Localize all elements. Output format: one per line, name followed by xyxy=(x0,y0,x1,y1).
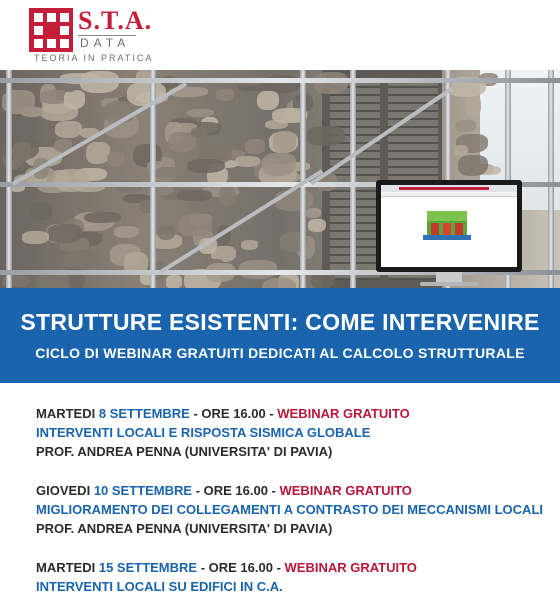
stone xyxy=(55,121,82,138)
model-block xyxy=(427,211,467,221)
stone xyxy=(30,202,52,220)
webinar-label[interactable]: WEBINAR GRATUITO xyxy=(277,406,410,421)
logo-tagline: TEORIA IN PRATICA xyxy=(34,53,154,63)
stone xyxy=(114,226,139,238)
webinar-title[interactable]: MIGLIORAMENTO DEI COLLEGAMENTI A CONTRASTO DEI MECCANISMI LOCALI xyxy=(36,502,543,517)
webinar-item[interactable] xyxy=(36,481,556,538)
logo-brand-sub: DATA xyxy=(80,36,131,50)
stone xyxy=(262,278,296,288)
logo-cell xyxy=(60,26,69,35)
title-banner xyxy=(0,288,560,383)
stone xyxy=(466,95,481,118)
webinar-date: 15 SETTEMBRE xyxy=(98,560,198,575)
model-block xyxy=(423,235,471,240)
monitor-stand xyxy=(436,272,462,282)
stone xyxy=(306,208,322,218)
webinar-day: GIOVEDI xyxy=(36,483,91,498)
webinar-day: MARTEDI xyxy=(36,560,96,575)
sta-logo-icon xyxy=(29,8,73,52)
stone xyxy=(191,127,208,138)
webinar-day: MARTEDI xyxy=(36,406,96,421)
logo-cell xyxy=(60,39,69,48)
stone xyxy=(262,153,296,176)
stone xyxy=(273,131,296,153)
monitor-screen xyxy=(381,185,517,267)
stone xyxy=(127,82,166,106)
stone xyxy=(47,224,82,243)
webinar-title[interactable]: INTERVENTI LOCALI E RISPOSTA SISMICA GLOBALE xyxy=(36,425,371,440)
stone xyxy=(178,214,212,235)
stone xyxy=(455,120,475,132)
stone xyxy=(257,91,279,110)
webinar-label[interactable]: WEBINAR GRATUITO xyxy=(284,560,417,575)
webinar-item[interactable] xyxy=(36,558,556,596)
stone xyxy=(235,156,261,167)
stone xyxy=(308,219,326,232)
webinar-schedule xyxy=(36,558,556,577)
webinar-date: 10 SETTEMBRE xyxy=(93,483,193,498)
scaffold-pole xyxy=(350,70,356,288)
monitor-base xyxy=(420,282,478,286)
logo-cell xyxy=(60,13,69,22)
stone xyxy=(64,250,97,269)
stone xyxy=(245,139,266,153)
webinar-item[interactable] xyxy=(36,404,556,461)
webinar-label[interactable]: WEBINAR GRATUITO xyxy=(279,483,412,498)
webinar-time: - ORE 16.00 - xyxy=(192,483,280,498)
banner-subtitle: CICLO DI WEBINAR GRATUITI DEDICATI AL CALCOLO STRUTTURALE xyxy=(35,345,525,361)
logo-cell xyxy=(47,13,56,22)
stone xyxy=(166,275,181,288)
screen-title-strip xyxy=(399,187,489,190)
stone xyxy=(187,159,225,173)
logo-cell xyxy=(34,13,43,22)
webinar-schedule xyxy=(36,404,556,423)
banner-title: STRUTTURE ESISTENTI: COME INTERVENIRE xyxy=(20,309,540,335)
webinar-date: 8 SETTEMBRE xyxy=(98,406,190,421)
stone xyxy=(219,186,235,206)
stone xyxy=(64,90,85,109)
scaffold-pole xyxy=(548,70,554,288)
logo-cell xyxy=(34,39,43,48)
stone xyxy=(107,152,124,166)
stone xyxy=(241,240,258,250)
stone xyxy=(84,212,121,224)
stone xyxy=(12,142,31,162)
stone xyxy=(177,190,212,201)
webinar-schedule xyxy=(36,481,556,500)
webinar-list xyxy=(36,404,556,600)
webinar-speaker: PROF. ANDREA PENNA (UNIVERSITA' DI PAVIA) xyxy=(36,521,333,536)
stone xyxy=(216,89,234,101)
stone xyxy=(458,155,488,176)
webinar-title[interactable]: INTERVENTI LOCALI SU EDIFICI IN C.A. xyxy=(36,579,283,594)
webinar-speaker: PROF. ANDREA PENNA (UNIVERSITA' DI PAVIA) xyxy=(36,444,333,459)
stone xyxy=(454,145,468,157)
monitor-3d-model-icon xyxy=(376,180,522,272)
scaffold-rail xyxy=(0,78,560,83)
stone xyxy=(36,274,72,288)
header xyxy=(0,0,560,70)
stone xyxy=(307,126,345,145)
building-model-icon xyxy=(423,205,471,245)
stone xyxy=(22,231,49,243)
logo-cell xyxy=(34,26,43,35)
stone xyxy=(187,109,214,118)
logo-brand: S.T.A. xyxy=(78,6,153,35)
screen-toolbar xyxy=(381,192,517,197)
logo-cell xyxy=(47,39,56,48)
scaffold-pole xyxy=(6,70,12,288)
webinar-time: - ORE 16.00 - xyxy=(189,406,278,421)
webinar-time: - ORE 16.00 - xyxy=(197,560,285,575)
